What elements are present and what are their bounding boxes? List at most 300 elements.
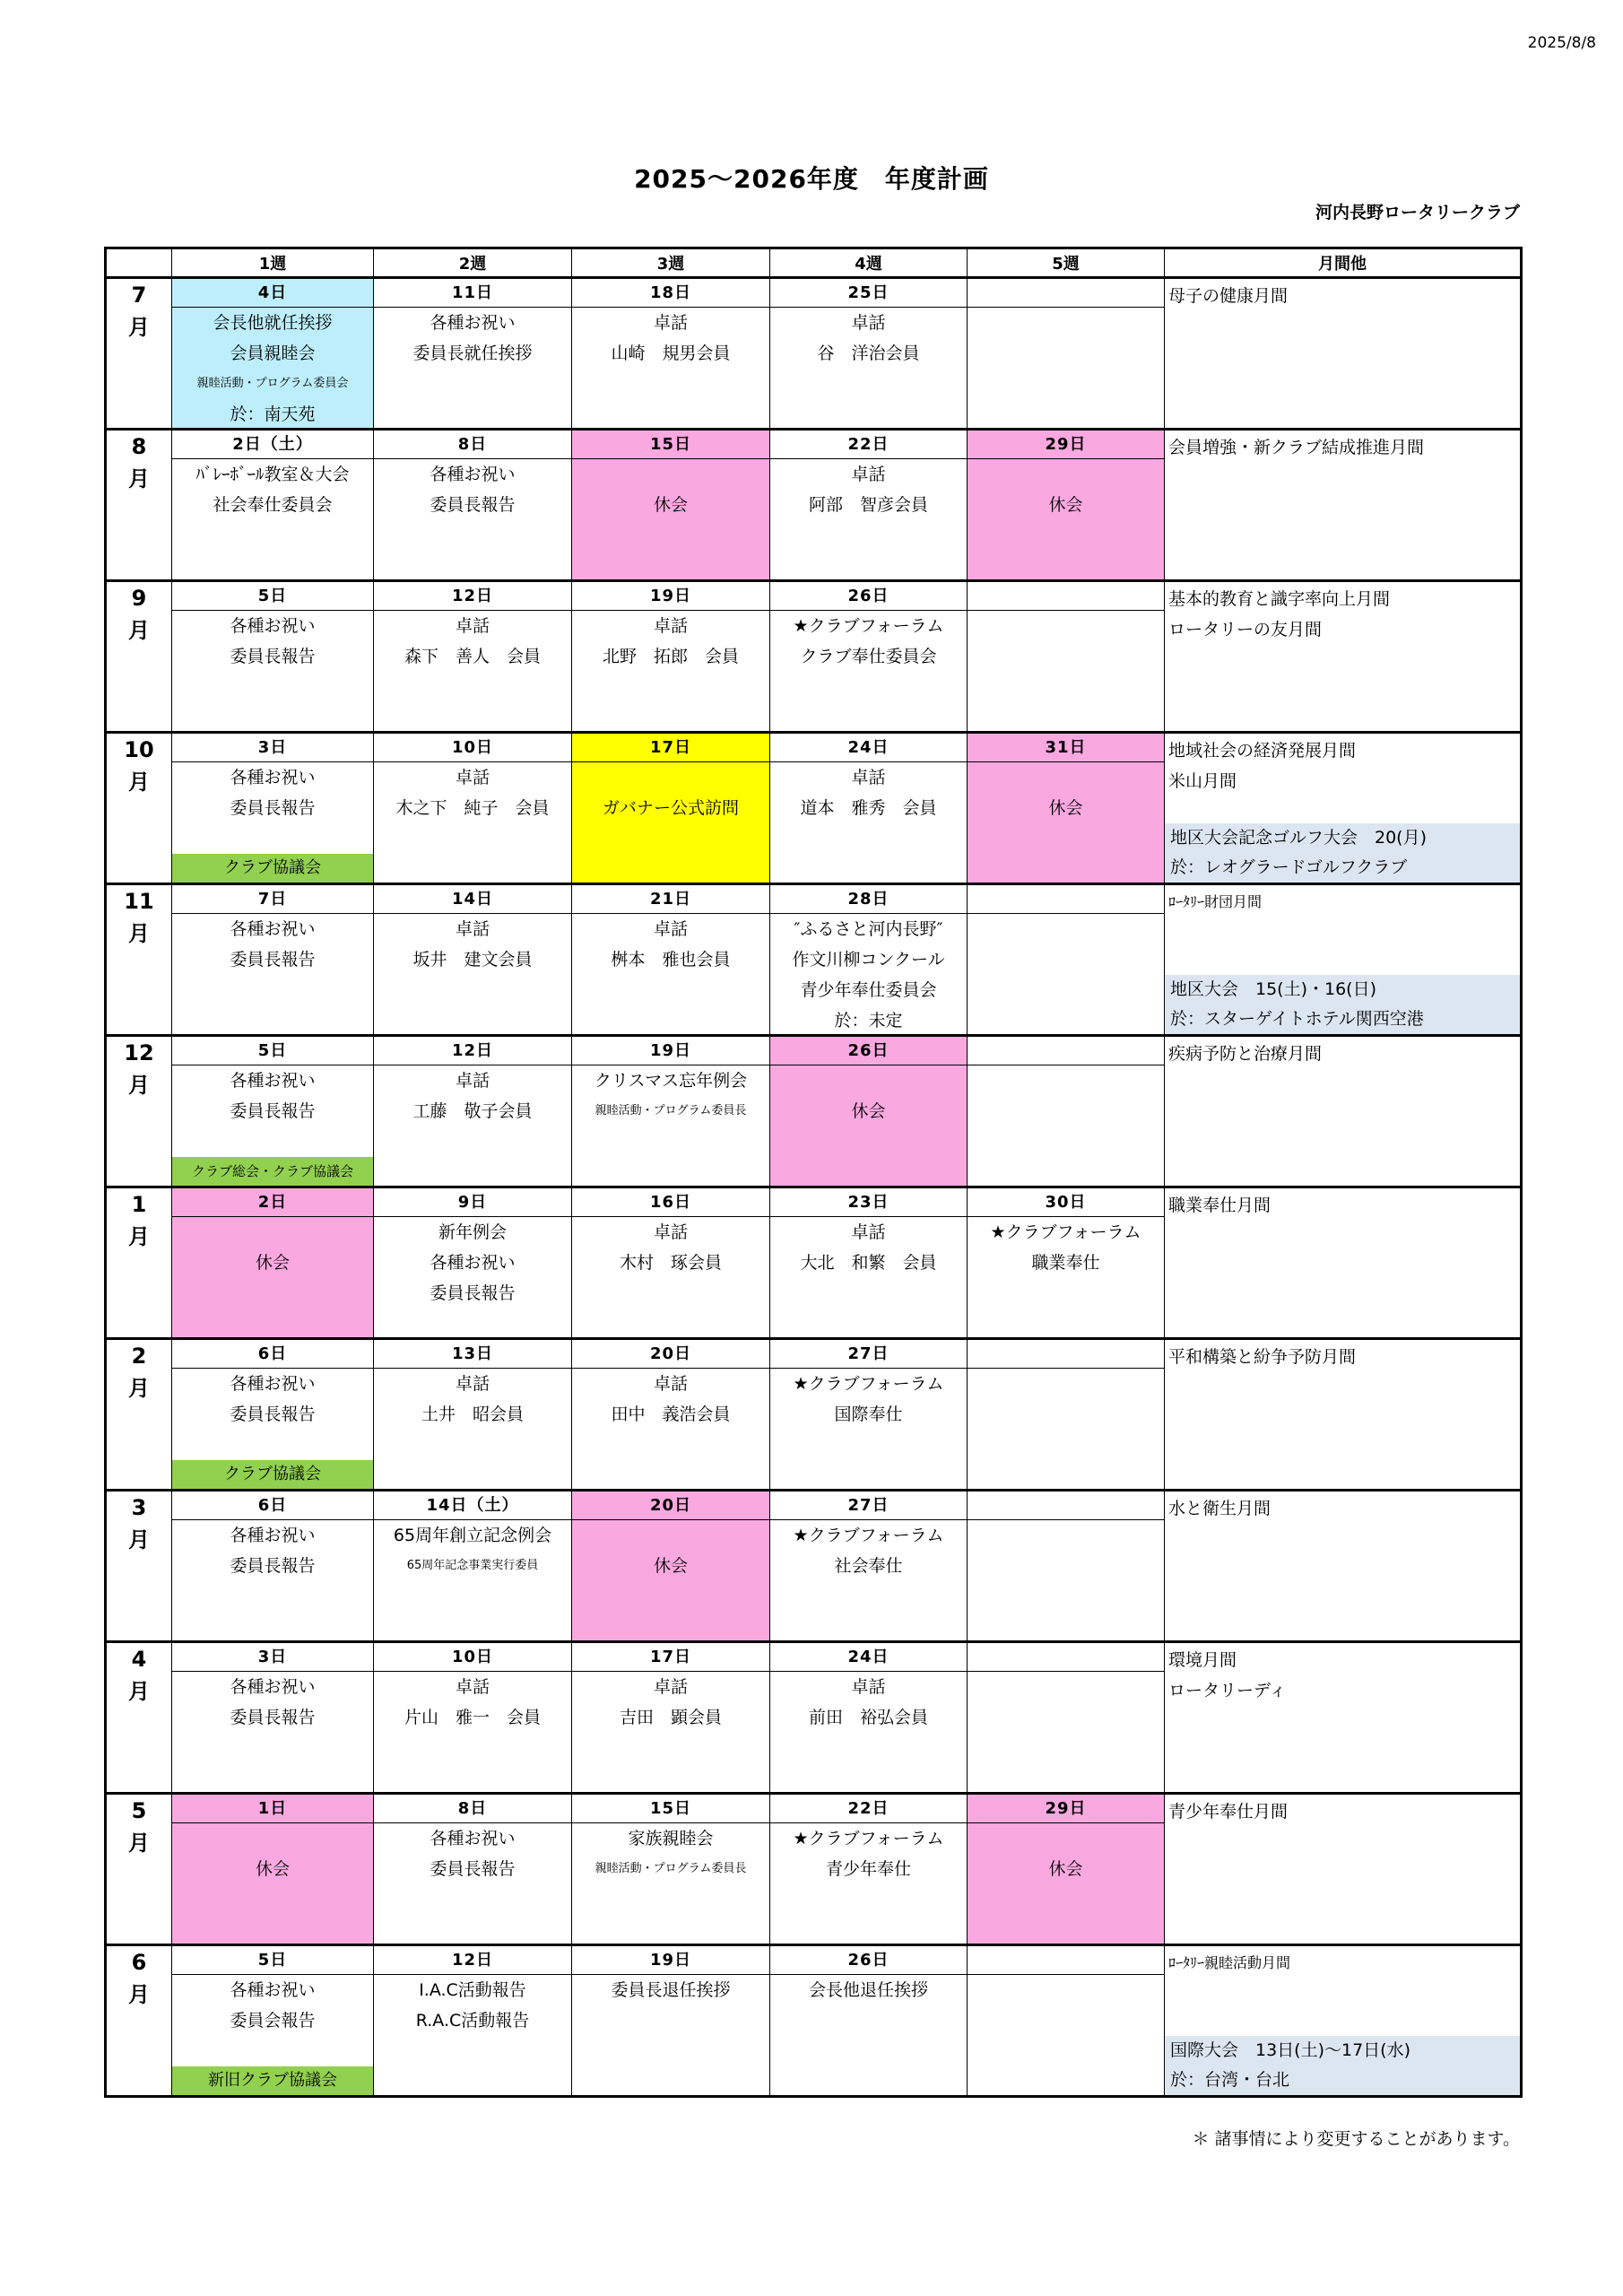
month-label <box>106 1491 172 1642</box>
meeting-line: 木村 琢会員 <box>619 1253 722 1273</box>
header-week-3: 3週 <box>572 248 770 278</box>
meeting-date <box>968 582 1164 611</box>
week-cell <box>770 1945 968 2097</box>
meeting-date <box>968 1340 1164 1369</box>
week-cell <box>572 884 770 1036</box>
week-cell <box>770 1339 968 1491</box>
meeting-line: 休会 <box>653 495 688 515</box>
week-cell <box>172 1491 374 1642</box>
week-cell <box>968 1794 1165 1945</box>
month-label-part: 4 <box>131 1647 147 1672</box>
week-cell <box>172 1642 374 1794</box>
month-label-part: 1 <box>131 1192 147 1217</box>
meeting-date: 22日 <box>770 1795 967 1823</box>
remark-line: 地域社会の経済発展月間 <box>1168 741 1357 761</box>
meeting-date: 26日 <box>770 1037 967 1065</box>
month-label <box>106 1187 172 1339</box>
meeting-line: 休会 <box>255 1253 290 1273</box>
meeting-line <box>968 1823 1164 1854</box>
remarks-cell <box>1165 1642 1522 1794</box>
month-label-part: 6 <box>131 1950 147 1975</box>
meeting-date: 24日 <box>770 1643 967 1672</box>
district-event-box <box>1165 2036 1520 2095</box>
meeting-line: 於：未定 <box>834 1011 903 1031</box>
meeting-date: 27日 <box>770 1340 967 1369</box>
meeting-date: 3日 <box>172 1643 373 1672</box>
meeting-date: 17日 <box>572 734 769 762</box>
week-cell <box>374 1642 572 1794</box>
meeting-line: 卓話 <box>851 313 886 333</box>
week-cell <box>968 278 1165 430</box>
week-cell <box>172 1794 374 1945</box>
week-cell <box>572 1036 770 1187</box>
council-badge: 新旧クラブ協議会 <box>172 2066 373 2095</box>
meeting-date: 2日（土） <box>172 430 373 459</box>
week-cell <box>968 430 1165 581</box>
header-week-5: 5週 <box>968 248 1165 278</box>
week-cell <box>968 581 1165 733</box>
meeting-line: 各種お祝い <box>430 313 516 333</box>
meeting-line: 森下 善人 会員 <box>404 647 541 666</box>
meeting-line: 各種お祝い <box>430 465 516 484</box>
month-label-part: 12 <box>124 1040 154 1065</box>
meeting-date: 25日 <box>770 279 967 308</box>
meeting-line: 卓話 <box>455 1374 490 1394</box>
meeting-line: 阿部 智彦会員 <box>808 495 928 515</box>
meeting-line: 職業奉仕 <box>1031 1253 1100 1273</box>
remarks-cell <box>1165 733 1522 884</box>
week-cell <box>968 1491 1165 1642</box>
month-label-part: 月 <box>128 770 150 795</box>
council-badge: クラブ協議会 <box>172 1460 373 1489</box>
month-row <box>106 430 1522 581</box>
remarks-cell <box>1165 278 1522 430</box>
month-label-part: 月 <box>128 618 150 643</box>
week-cell <box>770 581 968 733</box>
meeting-line: ★クラブフォーラム <box>793 616 944 636</box>
month-row <box>106 1794 1522 1945</box>
meeting-line: 卓話 <box>851 465 886 484</box>
remarks-cell <box>1165 1491 1522 1642</box>
meeting-date: 19日 <box>572 1946 769 1975</box>
meeting-line <box>572 762 769 793</box>
meeting-line: 土井 昭会員 <box>421 1405 524 1424</box>
meeting-line: 委員長報告 <box>230 950 316 970</box>
week-cell <box>770 278 968 430</box>
meeting-line: 青少年奉仕 <box>825 1859 911 1879</box>
meeting-line: 委員長報告 <box>230 1556 316 1576</box>
header-remarks: 月間他 <box>1165 248 1522 278</box>
remarks-cell <box>1165 1187 1522 1339</box>
month-label-part: 7 <box>131 283 147 308</box>
meeting-date: 17日 <box>572 1643 769 1672</box>
meeting-line: ★クラブフォーラム <box>793 1526 944 1545</box>
remarks-cell <box>1165 1036 1522 1187</box>
meeting-line: 青少年奉仕委員会 <box>800 980 937 1000</box>
week-cell <box>770 884 968 1036</box>
meeting-line: 委員長報告 <box>230 647 316 666</box>
meeting-line <box>572 459 769 490</box>
remark-line: 職業奉仕月間 <box>1168 1196 1271 1215</box>
month-label-part: 月 <box>128 1376 150 1401</box>
district-event-line: 地区大会 15(土)・16(日) <box>1170 979 1377 999</box>
meeting-date: 19日 <box>572 1037 769 1065</box>
week-cell <box>572 430 770 581</box>
month-label-part: 11 <box>124 889 154 914</box>
meeting-line: 親睦活動・プログラム委員会 <box>196 377 349 390</box>
meeting-date <box>968 1643 1164 1672</box>
meeting-line: 卓話 <box>653 616 688 636</box>
remarks-cell <box>1165 581 1522 733</box>
week-cell <box>374 733 572 884</box>
month-row <box>106 278 1522 430</box>
month-row <box>106 1339 1522 1491</box>
meeting-date: 20日 <box>572 1340 769 1369</box>
month-label-part: 月 <box>128 1527 150 1552</box>
meeting-line: 親睦活動・プログラム委員長 <box>595 1104 747 1118</box>
month-row <box>106 1036 1522 1187</box>
meeting-line: 委員会報告 <box>230 2011 316 2031</box>
meeting-line: 委員長報告 <box>430 1859 516 1879</box>
week-cell <box>172 884 374 1036</box>
remark-line: 青少年奉仕月間 <box>1168 1802 1289 1822</box>
meeting-line: 卓話 <box>851 1677 886 1697</box>
remark-line: 疾病予防と治療月間 <box>1168 1044 1323 1064</box>
meeting-date: 30日 <box>968 1188 1164 1217</box>
meeting-line: 65周年記念事業実行委員 <box>406 1559 539 1572</box>
remark-line: 母子の健康月間 <box>1168 286 1289 306</box>
week-cell <box>172 581 374 733</box>
meeting-date: 6日 <box>172 1492 373 1520</box>
meeting-date: 22日 <box>770 430 967 459</box>
meeting-date: 8日 <box>374 430 571 459</box>
month-label-part: 月 <box>128 315 150 340</box>
meeting-line: 各種お祝い <box>230 616 316 636</box>
meeting-line: 各種お祝い <box>430 1253 516 1273</box>
week-cell <box>374 430 572 581</box>
week-cell <box>572 1491 770 1642</box>
meeting-line: 谷 洋治会員 <box>817 344 920 363</box>
meeting-date <box>968 1492 1164 1520</box>
month-label-part: 2 <box>131 1344 147 1369</box>
meeting-line: 卓話 <box>455 1677 490 1697</box>
meeting-line: 家族親睦会 <box>628 1829 714 1848</box>
week-cell <box>968 884 1165 1036</box>
meeting-date: 12日 <box>374 582 571 611</box>
meeting-date: 16日 <box>572 1188 769 1217</box>
meeting-line: 社会奉仕 <box>834 1556 903 1576</box>
district-event-box <box>1165 975 1520 1034</box>
meeting-date: 23日 <box>770 1188 967 1217</box>
week-cell <box>374 1339 572 1491</box>
meeting-line: 道本 雅秀 会員 <box>800 798 937 818</box>
meeting-line: 委員長報告 <box>230 1708 316 1727</box>
meeting-line: 委員長報告 <box>230 1405 316 1424</box>
week-cell <box>374 884 572 1036</box>
meeting-date: 29日 <box>968 1795 1164 1823</box>
week-cell <box>172 1339 374 1491</box>
week-cell <box>374 1945 572 2097</box>
meeting-date: 1日 <box>172 1795 373 1823</box>
meeting-line: 吉田 顕会員 <box>619 1708 722 1727</box>
district-event-line: 於：スターゲイトホテル関西空港 <box>1170 1009 1424 1029</box>
meeting-line: 卓話 <box>653 1374 688 1394</box>
month-label-part: 月 <box>128 1982 150 2007</box>
meeting-date: 9日 <box>374 1188 571 1217</box>
week-cell <box>374 1036 572 1187</box>
meeting-line: 休会 <box>1048 798 1083 818</box>
meeting-line: 卓話 <box>653 919 688 939</box>
district-event-line: 於：レオグラードゴルフクラブ <box>1170 857 1408 877</box>
meeting-line: 国際奉仕 <box>834 1405 903 1424</box>
meeting-line: 卓話 <box>653 1677 688 1697</box>
month-label-part: 8 <box>131 434 147 459</box>
annual-plan-table <box>104 247 1523 2098</box>
month-label-part: 月 <box>128 1224 150 1249</box>
meeting-line: 委員長就任挨拶 <box>412 344 533 363</box>
meeting-line: 休会 <box>1048 1859 1083 1879</box>
district-event-box <box>1165 823 1520 883</box>
meeting-line: 木之下 純子 会員 <box>395 798 550 818</box>
meeting-line <box>172 1823 373 1854</box>
print-date: 2025/8/8 <box>1527 34 1596 52</box>
week-cell <box>572 1945 770 2097</box>
remarks-cell <box>1165 1339 1522 1491</box>
month-label-part: 月 <box>128 921 150 946</box>
meeting-date: 31日 <box>968 734 1164 762</box>
remarks-cell <box>1165 1945 1522 2097</box>
meeting-line: ﾊﾞﾚｰﾎﾞｰﾙ教室＆大会 <box>195 465 350 484</box>
remark-line: 会員増強・新クラブ結成推進月間 <box>1168 438 1425 457</box>
week-cell <box>572 581 770 733</box>
month-label-part: 3 <box>131 1495 147 1520</box>
meeting-date: 14日（土） <box>374 1492 571 1520</box>
header-row <box>106 248 1522 278</box>
month-row <box>106 1642 1522 1794</box>
meeting-date: 15日 <box>572 430 769 459</box>
meeting-line: 田中 義浩会員 <box>611 1405 731 1424</box>
meeting-line: I.A.C活動報告 <box>419 1980 526 2000</box>
remark-line: 環境月間 <box>1168 1650 1237 1670</box>
meeting-line: クラブ奉仕委員会 <box>800 647 937 666</box>
meeting-line: 各種お祝い <box>430 1829 516 1848</box>
meeting-line: 休会 <box>653 1556 688 1576</box>
meeting-line: 会員親睦会 <box>230 344 316 363</box>
meeting-line: 委員長報告 <box>430 1283 516 1303</box>
meeting-date: 26日 <box>770 1946 967 1975</box>
meeting-date: 14日 <box>374 885 571 914</box>
week-cell <box>572 733 770 884</box>
meeting-date: 27日 <box>770 1492 967 1520</box>
header-week-2: 2週 <box>374 248 572 278</box>
week-cell <box>770 1642 968 1794</box>
week-cell <box>770 1187 968 1339</box>
meeting-line: 委員長報告 <box>230 1101 316 1121</box>
remarks-cell <box>1165 1794 1522 1945</box>
meeting-line: ″ふるさと河内長野″ <box>794 919 943 939</box>
month-row <box>106 1187 1522 1339</box>
month-label-part: 5 <box>131 1798 147 1823</box>
month-row <box>106 884 1522 1036</box>
district-event-line: 地区大会記念ゴルフ大会 20(月) <box>1170 828 1428 848</box>
meeting-line: 各種お祝い <box>230 1980 316 2000</box>
meeting-date <box>968 279 1164 308</box>
meeting-line: 片山 雅一 会員 <box>404 1708 541 1727</box>
week-cell <box>968 1642 1165 1794</box>
meeting-date: 12日 <box>374 1946 571 1975</box>
meeting-line: 卓話 <box>653 1222 688 1242</box>
week-cell <box>172 278 374 430</box>
week-cell <box>968 733 1165 884</box>
meeting-line: ★クラブフォーラム <box>793 1374 944 1394</box>
meeting-line: 各種お祝い <box>230 919 316 939</box>
meeting-date: 6日 <box>172 1340 373 1369</box>
meeting-date: 7日 <box>172 885 373 914</box>
meeting-date: 28日 <box>770 885 967 914</box>
month-label-part: 月 <box>128 1679 150 1704</box>
week-cell <box>968 1945 1165 2097</box>
month-row <box>106 1945 1522 2097</box>
meeting-line: 卓話 <box>455 919 490 939</box>
week-cell <box>770 430 968 581</box>
meeting-line: 各種お祝い <box>230 1677 316 1697</box>
remark-line: ロータリーの友月間 <box>1168 620 1323 639</box>
week-cell <box>374 1794 572 1945</box>
week-cell <box>172 430 374 581</box>
month-label-part: 10 <box>124 737 154 762</box>
meeting-line: R.A.C活動報告 <box>415 2011 530 2031</box>
meeting-line: 会長他退任挨拶 <box>808 1980 928 2000</box>
month-label <box>106 1339 172 1491</box>
week-cell <box>374 581 572 733</box>
meeting-line: 休会 <box>851 1101 886 1121</box>
meeting-date: 20日 <box>572 1492 769 1520</box>
meeting-line: 卓話 <box>851 1222 886 1242</box>
meeting-date: 5日 <box>172 1037 373 1065</box>
meeting-line: 親睦活動・プログラム委員長 <box>595 1862 747 1875</box>
meeting-line: 工藤 敬子会員 <box>412 1101 533 1121</box>
meeting-line: 桝本 雅也会員 <box>611 950 731 970</box>
month-label <box>106 1642 172 1794</box>
meeting-line <box>968 459 1164 490</box>
week-cell <box>572 1794 770 1945</box>
week-cell <box>968 1187 1165 1339</box>
meeting-date: 10日 <box>374 1643 571 1672</box>
meeting-date: 29日 <box>968 430 1164 459</box>
week-cell <box>968 1339 1165 1491</box>
header-month-col <box>106 248 172 278</box>
week-cell <box>172 1036 374 1187</box>
meeting-line: 北野 拓郎 会員 <box>602 647 739 666</box>
meeting-date: 3日 <box>172 734 373 762</box>
week-cell <box>572 278 770 430</box>
week-cell <box>968 1036 1165 1187</box>
month-row <box>106 581 1522 733</box>
meeting-date: 5日 <box>172 1946 373 1975</box>
meeting-line: 各種お祝い <box>230 768 316 787</box>
meeting-line: 休会 <box>255 1859 290 1879</box>
meeting-line: 委員長退任挨拶 <box>611 1980 731 2000</box>
district-event-line: 於：台湾・台北 <box>1170 2070 1290 2090</box>
plan-body <box>106 278 1522 2097</box>
council-badge: クラブ総会・クラブ協議会 <box>172 1157 373 1186</box>
meeting-line: ★クラブフォーラム <box>990 1222 1141 1242</box>
meeting-date: 11日 <box>374 279 571 308</box>
meeting-date <box>968 1037 1164 1065</box>
meeting-date: 4日 <box>172 279 373 308</box>
remark-line: 米山月間 <box>1168 771 1237 791</box>
meeting-line: 卓話 <box>455 1071 490 1091</box>
remark-line: 水と衛生月間 <box>1168 1499 1271 1518</box>
meeting-line: 前田 裕弘会員 <box>808 1708 928 1727</box>
meeting-date: 18日 <box>572 279 769 308</box>
week-cell <box>770 1036 968 1187</box>
month-label <box>106 1036 172 1187</box>
meeting-date <box>968 885 1164 914</box>
week-cell <box>172 733 374 884</box>
meeting-line: 各種お祝い <box>230 1071 316 1091</box>
meeting-line: 各種お祝い <box>230 1526 316 1545</box>
meeting-date: 24日 <box>770 734 967 762</box>
meeting-line: 卓話 <box>653 313 688 333</box>
meeting-date: 26日 <box>770 582 967 611</box>
meeting-line: 山崎 規男会員 <box>611 344 731 363</box>
meeting-line: 各種お祝い <box>230 1374 316 1394</box>
meeting-date: 5日 <box>172 582 373 611</box>
month-label <box>106 1945 172 2097</box>
organization-name: 河内長野ロータリークラブ <box>1315 203 1520 222</box>
remark-line: ロータリーディ <box>1168 1681 1287 1700</box>
remark-line: 平和構築と紛争予防月間 <box>1168 1347 1357 1367</box>
meeting-line: クリスマス忘年例会 <box>594 1071 748 1091</box>
meeting-line: 委員長報告 <box>230 798 316 818</box>
meeting-date: 21日 <box>572 885 769 914</box>
meeting-line: 会長他就任挨拶 <box>213 313 333 333</box>
remark-line: ﾛｰﾀﾘｰ財団月間 <box>1168 893 1263 910</box>
meeting-line: ガバナー公式訪問 <box>602 798 739 818</box>
meeting-line: 休会 <box>1048 495 1083 515</box>
month-label-part: 9 <box>131 586 147 611</box>
remarks-cell <box>1165 430 1522 581</box>
month-label <box>106 733 172 884</box>
meeting-line: 新年例会 <box>438 1222 507 1242</box>
week-cell <box>770 1794 968 1945</box>
week-cell <box>572 1642 770 1794</box>
meeting-date: 2日 <box>172 1188 373 1217</box>
month-row <box>106 733 1522 884</box>
page-title: 2025～2026年度 年度計画 <box>634 164 989 194</box>
footnote: ＊ 諸事情により変更することがあります。 <box>1192 2129 1520 2149</box>
meeting-line: 大北 和繁 会員 <box>800 1253 937 1273</box>
month-label <box>106 430 172 581</box>
district-event-line: 国際大会 13日(土)～17日(水) <box>1170 2040 1411 2060</box>
month-label <box>106 1794 172 1945</box>
header-week-4: 4週 <box>770 248 968 278</box>
meeting-line: 委員長報告 <box>430 495 516 515</box>
meeting-date: 8日 <box>374 1795 571 1823</box>
month-label <box>106 278 172 430</box>
month-label-part: 月 <box>128 1073 150 1098</box>
meeting-date <box>968 1946 1164 1975</box>
remarks-cell <box>1165 884 1522 1036</box>
month-label <box>106 884 172 1036</box>
meeting-line: 坂井 建文会員 <box>412 950 533 970</box>
month-label <box>106 581 172 733</box>
remark-line: 基本的教育と識字率向上月間 <box>1168 589 1391 609</box>
week-cell <box>374 1187 572 1339</box>
remark-line: ﾛｰﾀﾘｰ親睦活動月間 <box>1168 1954 1291 1971</box>
month-label-part: 月 <box>128 1831 150 1856</box>
